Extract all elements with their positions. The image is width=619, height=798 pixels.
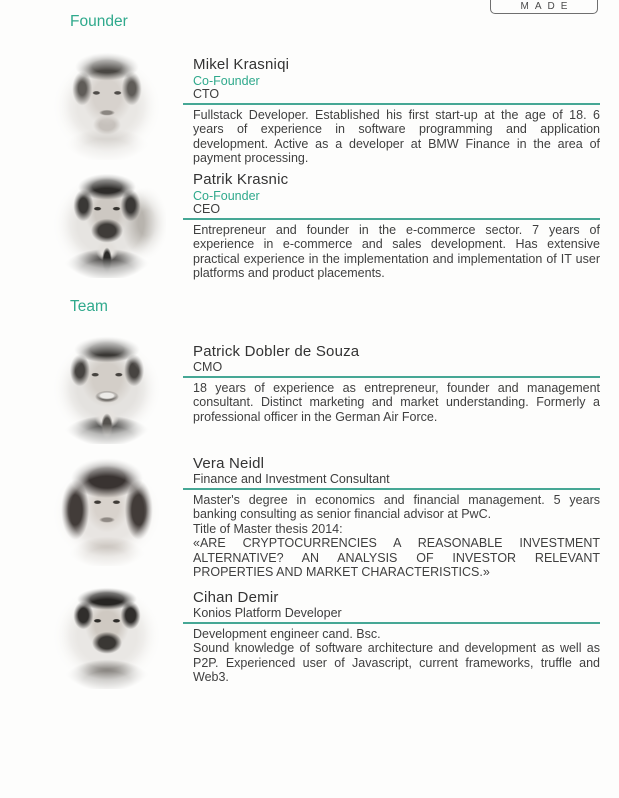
- person-name: Patrik Krasnic: [193, 171, 289, 188]
- bio-paragraph: Fullstack Developer. Established his first start-up at the age of 18. 6 years of experience in software programming and application development. Active as a developer at BMW Finance in the area of payment processing.: [193, 108, 600, 166]
- bio-paragraph: Sound knowledge of software architecture and development as well as P2P. Experienced user of Javascript, current frameworks, truffle and Web3.: [193, 641, 600, 685]
- person-bio: [193, 493, 600, 579]
- divider: [183, 103, 600, 105]
- portrait-photo: [48, 50, 166, 160]
- person-title: Konios Platform Developer: [193, 606, 342, 620]
- made-badge: MADE: [490, 0, 598, 14]
- section-heading-founder: Founder: [70, 13, 128, 30]
- person-title: CTO: [193, 87, 220, 101]
- person-name: Cihan Demir: [193, 589, 279, 606]
- profile-card: [193, 171, 600, 281]
- profile-card: [193, 589, 600, 685]
- person-role: Co-Founder: [193, 189, 260, 203]
- person-role: Co-Founder: [193, 74, 260, 88]
- bio-paragraph: Title of Master thesis 2014:: [193, 521, 343, 536]
- section-heading-team: Team: [70, 298, 108, 315]
- bio-paragraph: «ARE CRYPTOCURRENCIES A REASONABLE INVESTMENT ALTERNATIVE? AN ANALYSIS OF INVESTOR RELEVANT PROPERTIES AND MARKET CHARACTERISTICS.»: [193, 536, 600, 580]
- person-name: Mikel Krasniqi: [193, 56, 290, 73]
- portrait-photo: [48, 168, 166, 278]
- divider: [183, 488, 600, 490]
- person-title: CMO: [193, 360, 223, 374]
- portrait-photo: [48, 579, 166, 689]
- bio-paragraph: 18 years of experience as entrepreneur, founder and management consultant. Distinct marketing and market understanding. Formerly a professional officer in the German Air Force.: [193, 381, 600, 424]
- portrait-photo: [48, 456, 166, 566]
- person-name: Patrick Dobler de Souza: [193, 343, 360, 360]
- bio-paragraph: Entrepreneur and founder in the e-commerce sector. 7 years of experience in e-commerce and sales development. Has extensive practical experience in the implementation and implementation of IT user platforms and product placements.: [193, 223, 600, 281]
- person-title: Finance and Investment Consultant: [193, 472, 390, 486]
- profile-card: [193, 343, 600, 424]
- person-title: CEO: [193, 202, 221, 216]
- profile-card: [193, 56, 600, 166]
- person-bio: [193, 108, 600, 166]
- divider: [183, 376, 600, 378]
- person-bio: [193, 381, 600, 424]
- divider: [183, 622, 600, 624]
- bio-paragraph: Development engineer cand. Bsc.: [193, 627, 381, 641]
- divider: [183, 218, 600, 220]
- profile-card: [193, 455, 600, 579]
- bio-paragraph: Master's degree in economics and financial management. 5 years banking consulting as senior financial advisor at PwC.: [193, 493, 600, 522]
- person-bio: [193, 223, 600, 281]
- person-name: Vera Neidl: [193, 455, 265, 472]
- person-bio: [193, 627, 600, 685]
- portrait-photo: [48, 334, 166, 444]
